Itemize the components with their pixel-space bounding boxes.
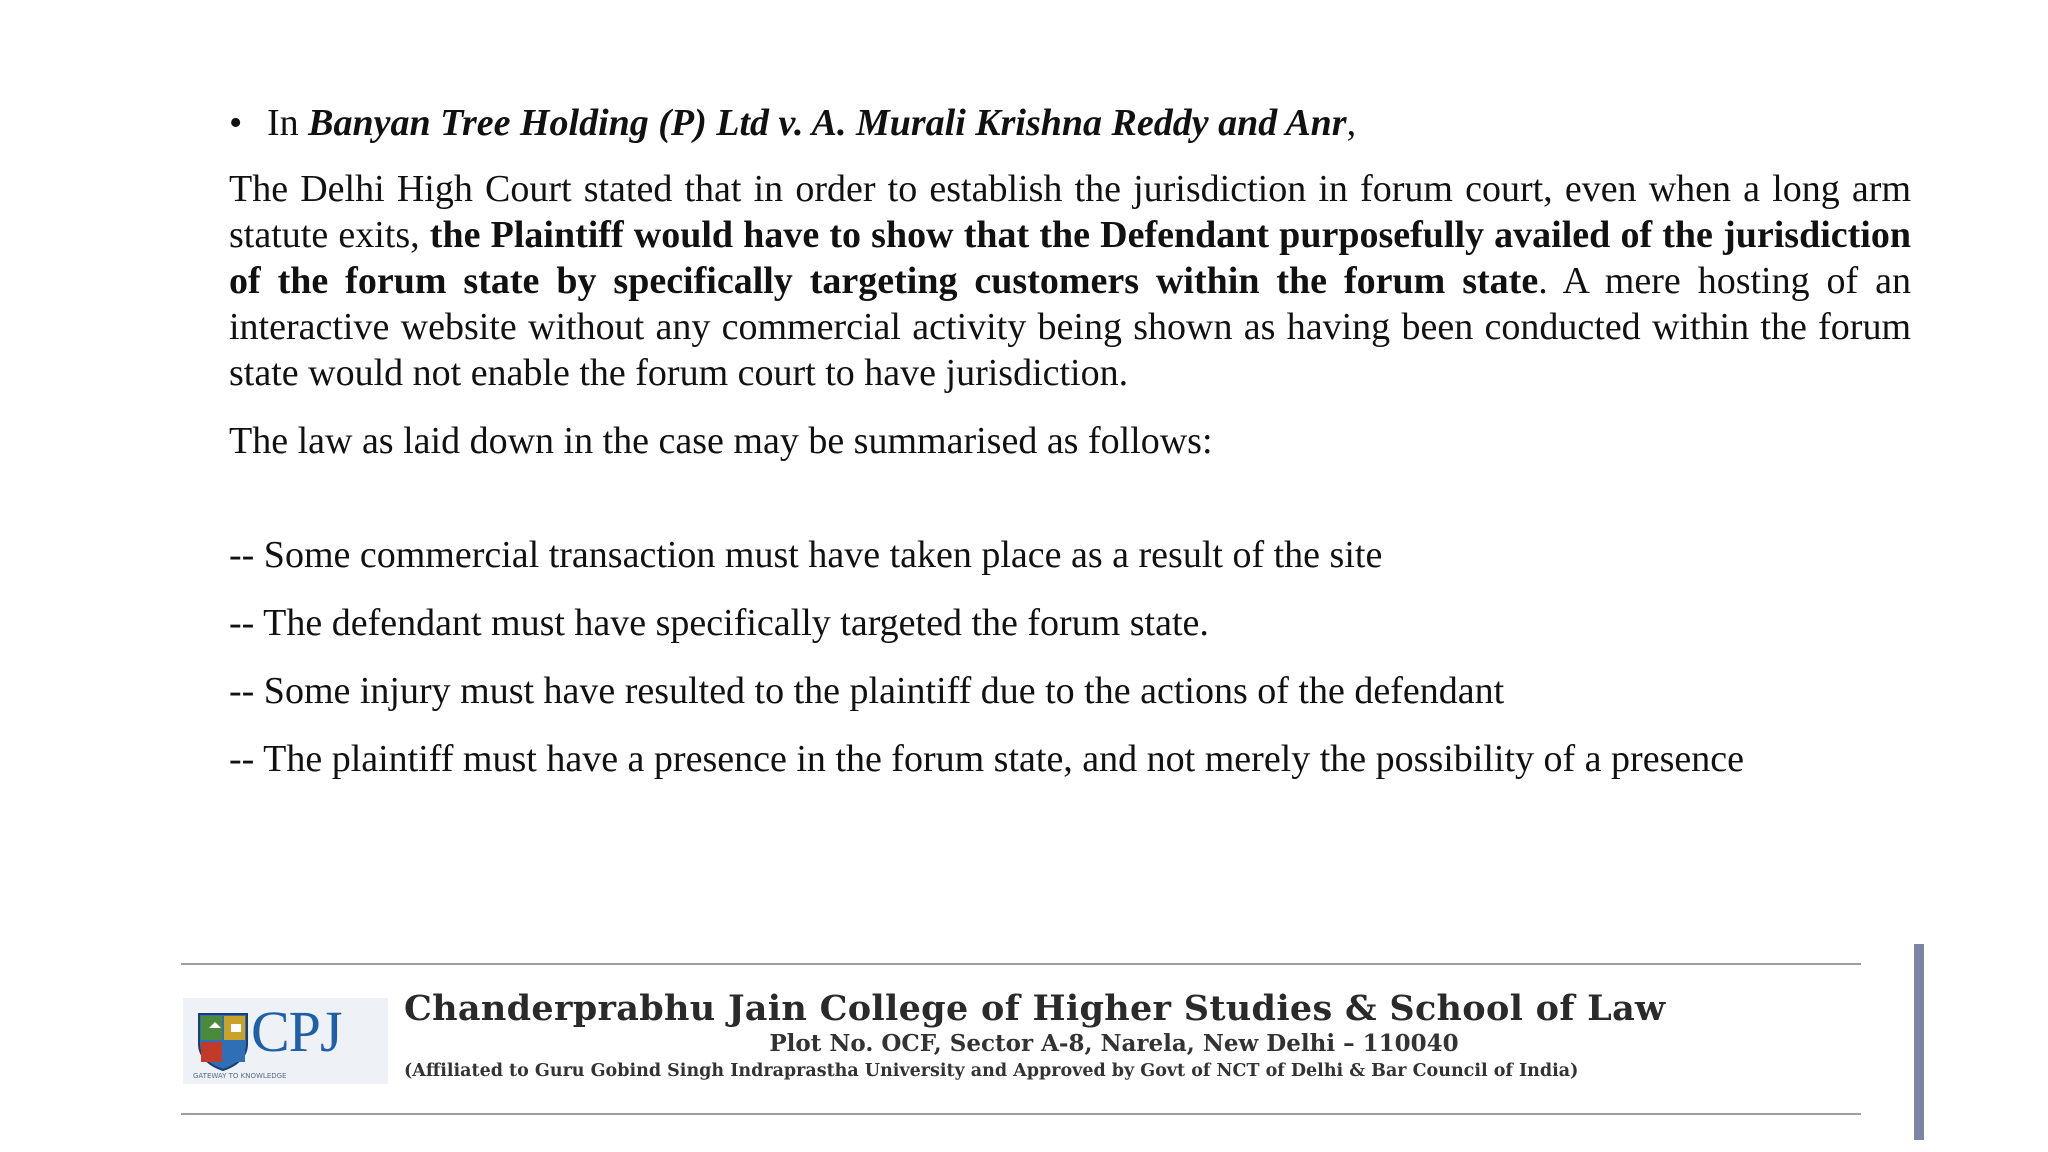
bullet-prefix: In xyxy=(267,102,309,144)
holding-text-2: . A mere hosting of an interactive website without any commercial activity being shown as having been conducted within the forum state would not enable the forum court to have jurisdiction. xyxy=(229,260,1911,394)
footer-bottom-rule xyxy=(181,1113,1861,1115)
summary-point: -- The defendant must have specifically targeted the forum state. xyxy=(229,602,1209,644)
shield-icon xyxy=(195,1010,251,1072)
case-bullet xyxy=(229,100,1911,146)
college-logo xyxy=(183,998,388,1084)
summary-point: -- Some injury must have resulted to the plaintiff due to the actions of the defendant xyxy=(229,670,1505,712)
summary-point: -- Some commercial transaction must have taken place as a result of the site xyxy=(229,534,1383,576)
college-affiliation: (Affiliated to Guru Gobind Singh Indraprastha University and Approved by Govt of NCT of Delhi & Bar Council of India) xyxy=(404,1061,1579,1081)
bullet-dot: • xyxy=(229,102,243,144)
holding-text-bold: the Plaintiff would have to show that the Defendant purposefully availed of the jurisdiction of the forum state by specifically targeting customers within the forum state xyxy=(229,214,1911,302)
holding-text-1: The Delhi High Court stated that in order to establish the jurisdiction in forum court, even when a long arm statute exits, xyxy=(229,168,1911,256)
logo-text: CPJ xyxy=(251,999,342,1064)
summary-intro: The law as laid down in the case may be summarised as follows: xyxy=(229,420,1213,462)
college-address: Plot No. OCF, Sector A-8, Narela, New Delhi – 110040 xyxy=(769,1030,1459,1057)
case-name: Banyan Tree Holding (P) Ltd v. A. Murali Krishna Reddy and Anr xyxy=(308,102,1347,144)
summary-point: -- The plaintiff must have a presence in the forum state, and not merely the possibility of a presence xyxy=(229,738,1744,780)
logo-tagline: GATEWAY TO KNOWLEDGE xyxy=(193,1072,287,1080)
slide-content xyxy=(229,100,1911,804)
bullet-suffix: , xyxy=(1346,102,1357,144)
footer-accent-bar xyxy=(1914,944,1924,1140)
footer-top-rule xyxy=(181,963,1861,965)
college-name: Chanderprabhu Jain College of Higher Studies & School of Law xyxy=(404,988,1666,1029)
holding-paragraph xyxy=(229,166,1911,396)
